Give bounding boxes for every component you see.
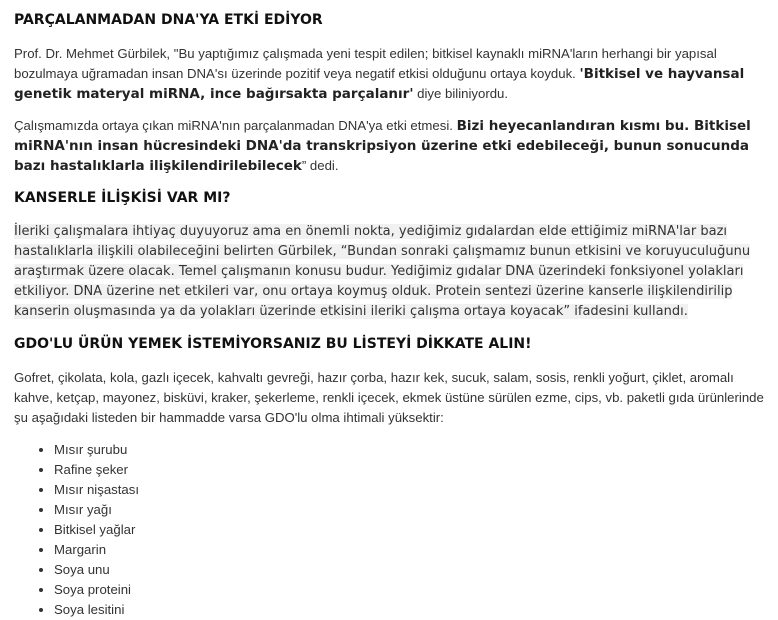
paragraph-gdo-foods: Gofret, çikolata, kola, gazlı içecek, kahvaltı gevreği, hazır çorba, hazır kek, sucuk, salam, sosis, renkli yoğurt, çiklet, aromalı kahve, ketçap, mayonez, bisküvi, kraker, şekerleme, renkli içecek, ekmek üstüne sürülen ezme, cips, vb. paketli gıda ürünlerinde şu aşağıdaki listeden bir hammadde varsa GDO'lu olma ihtimali yüksektir: [14,370,764,425]
bold-quote: 'Bitkisel ve hayvansal genetik materyal miRNA, ince bağırsakta parçalanır' [14,66,745,102]
list-item: • Soya lesitini [54,600,764,620]
list-item: • Mısır nişastası [54,480,764,500]
gdo-ingredient-list [14,440,764,620]
paragraph-text: Çalışmamızda ortaya çıkan miRNA'nın parçalanmadan DNA'ya etki etmesi. [14,118,453,133]
paragraph-text: Prof. Dr. Mehmet Gürbilek, "Bu yaptığımız çalışmada yeni tespit edilen; bitkisel kaynaklı miRNA'ların herhangi bir yapısal bozulmaya uğramadan insan DNA'sı üzerinde pozitif veya negatif etkisi olduğunu ortaya koyduk. [14,46,717,81]
list-item: • Soya proteini [54,580,764,600]
list-item: • Soya unu [54,560,764,580]
section-heading-cancer: KANSERLE İLİŞKİSİ VAR MI? [14,190,231,206]
paragraph-text: İleriki çalışmalara ihtiyaç duyuyoruz ama en önemli nokta, yediğimiz gıdalardan elde ettiğimiz miRNA'lar bazı hastalıklarla ilişkili olabileceğini belirten Gürbilek, “Bundan sonraki çalışmamız bunun etkisini ve koruyuculuğunu araştırmak üzere olacak. Temel çalışmanın konusu budur. Yediğimiz gıdalar DNA üzerindeki fonksiyonel yolakları etkiliyor. DNA üzerine net etkileri var, onu ortaya koymuş olduk. Protein sentezi üzerine kanserle ilişkilendirilip kanserin oluşmasında ya da yolakları üzerinde etkisini ileriki çalışma ortaya koyacak” ifadesini kullandı. [14,224,751,319]
list-item: • Rafine şeker [54,460,764,480]
list-item: • Margarin [54,540,764,560]
section-heading-dna: PARÇALANMADAN DNA'YA ETKİ EDİYOR [14,12,323,28]
list-item: • Bitkisel yağlar [54,520,764,540]
list-item: • Mısır şurubu [54,440,764,460]
list-item: • Mısır yağı [54,500,764,520]
paragraph-cancer [14,222,764,322]
bold-quote: Bizi heyecanlandıran kısmı bu. Bitkisel miRNA'nın insan hücresindeki DNA'da transkripsiyon üzerine etki edebileceği, bunun sonucunda bazı hastalıklarla ilişkilendirilebilecek [14,118,751,174]
paragraph-text: diye biliniyordu. [417,86,509,101]
paragraph-gurbilek-quote [14,44,764,104]
paragraph-text: ” dedi. [301,158,339,173]
paragraph-mirna-effect [14,116,764,176]
section-heading-gdo: GDO'LU ÜRÜN YEMEK İSTEMİYORSANIZ BU LİSTEYİ DİKKATE ALIN! [14,336,532,352]
